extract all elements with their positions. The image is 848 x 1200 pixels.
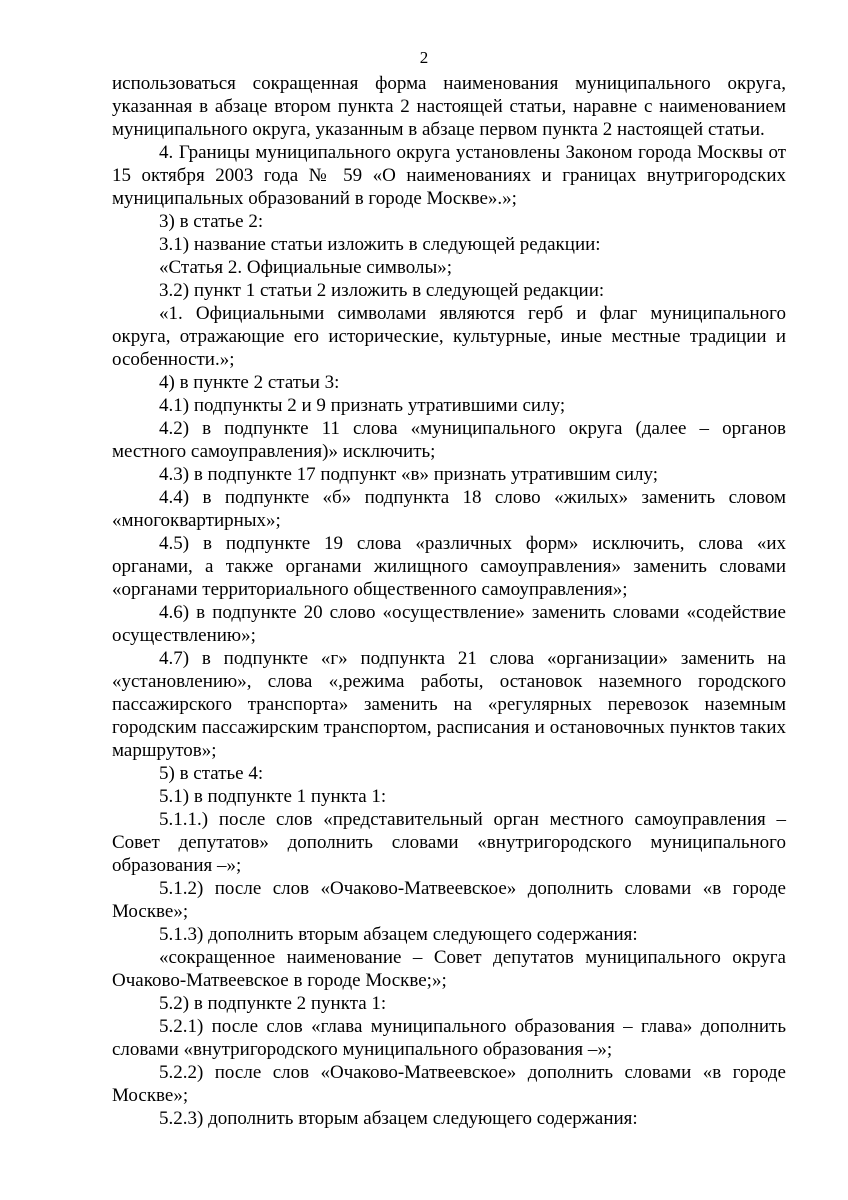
paragraph: 4) в пункте 2 статьи 3: (159, 372, 340, 393)
paragraph: 5.1) в подпункте 1 пункта 1: (159, 786, 387, 807)
paragraph: 5.1.2) после слов «Очаково-Матвеевское» дополнить словами «в городе Москве»; (112, 878, 786, 922)
paragraph: 5) в статье 4: (159, 763, 264, 784)
paragraph: 4.2) в подпункте 11 слова «муниципального округа (далее – органов местного самоуправления)» исключить; (112, 418, 786, 462)
paragraph: использоваться сокращенная форма наименования муниципального округа, указанная в абзаце втором пункта 2 настоящей статьи, наравне с наименованием муниципального округа, указанным в абзаце первом пункта 2 настоящей статьи. (112, 73, 786, 140)
document-body (112, 72, 786, 1130)
paragraph: 5.1.1.) после слов «представительный орган местного самоуправления – Совет депутатов» дополнить словами «внутригородского муниципального образования –»; (112, 809, 786, 876)
paragraph: 4. Границы муниципального округа установлены Законом города Москвы от 15 октября 2003 года № 59 «О наименованиях и границах внутригородских муниципальных образований в городе Москве».»; (112, 142, 786, 209)
paragraph: 4.5) в подпункте 19 слова «различных форм» исключить, слова «их органами, а также органами жилищного самоуправления» заменить словами «органами территориального общественного самоуправления»; (112, 533, 786, 600)
paragraph: 4.7) в подпункте «г» подпункта 21 слова «организации» заменить на «установлению», слова «,режима работы, остановок наземного городского пассажирского транспорта» заменить на «регулярных перевозок наземным городским пассажирским транспортом, расписания и остановочных пунктов таких маршрутов»; (112, 648, 786, 761)
paragraph: 3) в статье 2: (159, 211, 264, 232)
paragraph: «1. Официальными символами являются герб и флаг муниципального округа, отражающие его исторические, культурные, иные местные традиции и особенности.»; (112, 303, 786, 370)
paragraph: 3.2) пункт 1 статьи 2 изложить в следующей редакции: (159, 280, 605, 301)
paragraph: 4.6) в подпункте 20 слово «осуществление» заменить словами «содействие осуществлению»; (112, 602, 786, 646)
paragraph: 3.1) название статьи изложить в следующей редакции: (159, 234, 601, 255)
page-number: 2 (419, 48, 429, 67)
paragraph: «сокращенное наименование – Совет депутатов муниципального округа Очаково-Матвеевское в городе Москве;»; (112, 947, 786, 991)
paragraph: 5.2) в подпункте 2 пункта 1: (159, 993, 387, 1014)
paragraph: 5.2.2) после слов «Очаково-Матвеевское» дополнить словами «в городе Москве»; (112, 1062, 786, 1106)
paragraph: «Статья 2. Официальные символы»; (159, 257, 452, 278)
paragraph: 5.2.3) дополнить вторым абзацем следующего содержания: (159, 1108, 638, 1129)
paragraph: 4.1) подпункты 2 и 9 признать утратившими силу; (159, 395, 566, 416)
paragraph: 5.1.3) дополнить вторым абзацем следующего содержания: (159, 924, 638, 945)
paragraph: 4.3) в подпункте 17 подпункт «в» признать утратившим силу; (159, 464, 659, 485)
paragraph: 4.4) в подпункте «б» подпункта 18 слово «жилых» заменить словом «многоквартирных»; (112, 487, 786, 531)
paragraph: 5.2.1) после слов «глава муниципального образования – глава» дополнить словами «внутригородского муниципального образования –»; (112, 1016, 786, 1060)
